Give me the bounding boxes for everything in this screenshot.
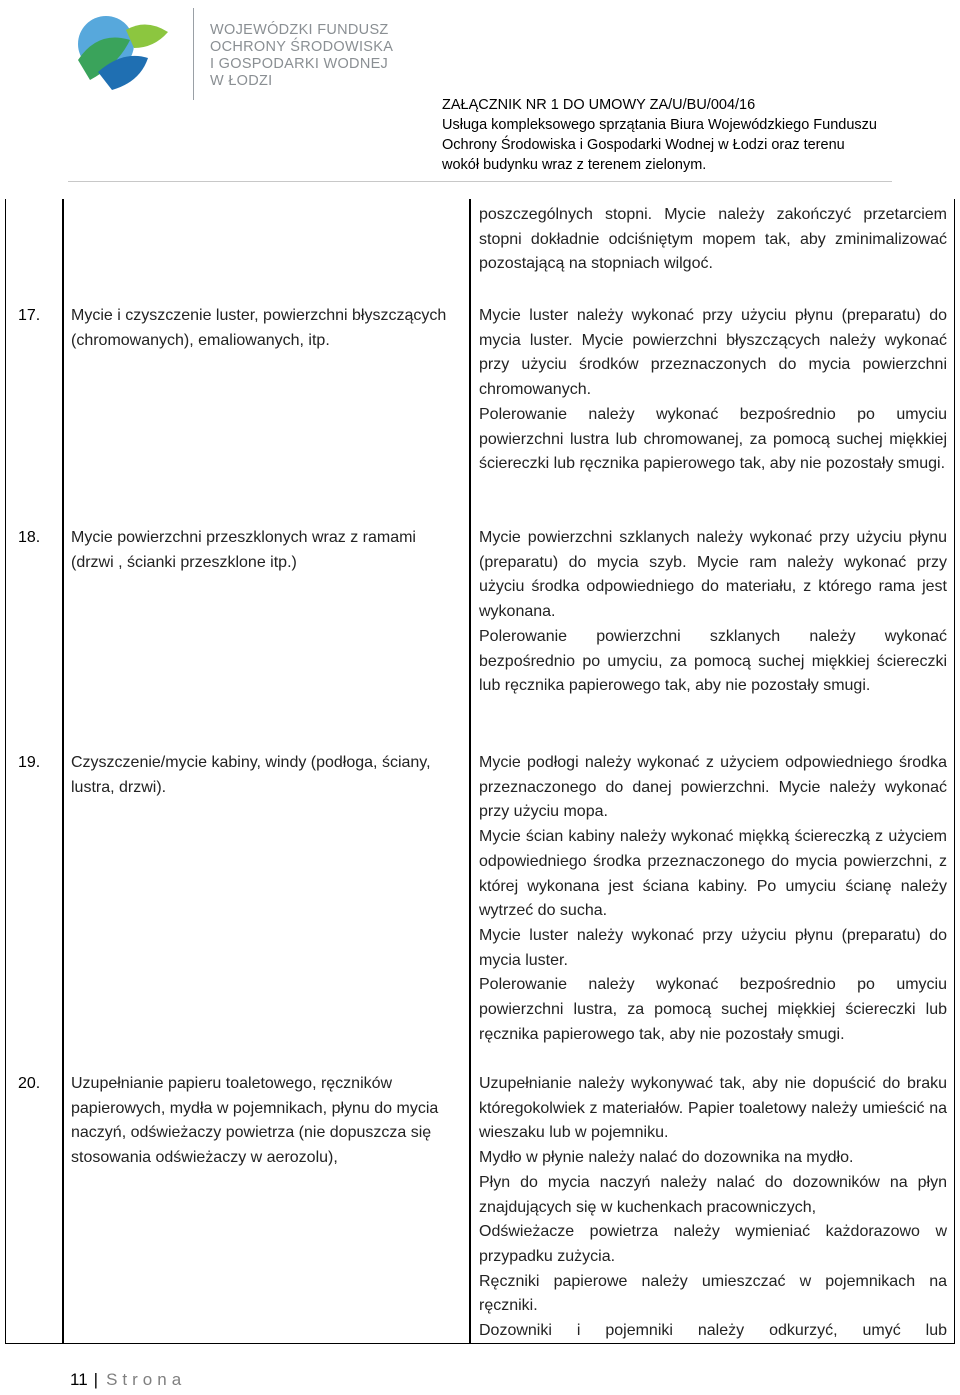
row-number: 18. bbox=[18, 529, 41, 546]
footer-separator: | bbox=[93, 1370, 99, 1389]
tasks-table bbox=[5, 199, 955, 1344]
task-name: Czyszczenie/mycie kabiny, windy (podłoga, ściany, lustra, drzwi). bbox=[71, 754, 431, 796]
doc-info-line: wokół budynku wraz z terenem zielonym. bbox=[442, 157, 707, 173]
org-name-line: OCHRONY ŚRODOWISKA bbox=[210, 39, 394, 55]
task-name: Mycie i czyszczenie luster, powierzchni błyszczących (chromowanych), emaliowanych, itp. bbox=[71, 307, 447, 349]
task-description bbox=[479, 751, 947, 1047]
description-paragraph: Płyn do mycia naczyń należy nalać do dozowników na płyn znajdujących się w kuchenkach pracowniczych, bbox=[479, 1173, 947, 1216]
description-paragraph: Mycie powierzchni szklanych należy wykonać przy użyciu płynu (preparatu) do mycia szyb. Mycie ram należy wykonać przy użyciu środka odpowiedniego do materiału, z którego rama jest wykonana. bbox=[479, 529, 947, 621]
fund-logo bbox=[68, 10, 183, 96]
description-paragraph: Mycie luster należy wykonać przy użyciu płynu (preparatu) do mycia luster. Mycie powierzchni błyszczących należy wykonać przy użyciu środków przeznaczonych do mycia powierzchni chromowanych. bbox=[479, 307, 947, 399]
header-rule bbox=[68, 181, 892, 182]
description-paragraph: Mycie podłogi należy wykonać z użyciem odpowiedniego środka przeznaczonego do danej powierzchni. Mycie należy wykonać przy użyciu mopa. bbox=[479, 754, 947, 821]
org-name-line: W ŁODZI bbox=[210, 73, 273, 89]
description-paragraph: Polerowanie należy wykonać bezpośrednio po umyciu powierzchni lustra, za pomocą suchej miękkiej ściereczki lub ręcznika papierowego tak, aby nie pozostały smugi. bbox=[479, 976, 947, 1043]
description-paragraph: Odświeżacze powietrza należy wymieniać każdorazowo w przypadku zużycia. bbox=[479, 1223, 947, 1265]
column-divider bbox=[469, 199, 471, 1343]
org-name-line: WOJEWÓDZKI FUNDUSZ bbox=[210, 22, 389, 38]
row-number: 20. bbox=[18, 1075, 41, 1092]
task-description bbox=[479, 203, 947, 277]
description-paragraph: Uzupełnianie należy wykonywać tak, aby nie dopuścić do braku któregokolwiek z materiałów. Papier toaletowy należy umieścić na wieszaku lub w pojemniku. bbox=[479, 1075, 947, 1142]
task-description bbox=[479, 304, 947, 477]
description-paragraph: Polerowanie należy wykonać bezpośrednio po umyciu powierzchni lustra lub chromowanej, za pomocą suchej miękkiej ściereczki lub ręcznika papierowego tak, aby nie pozostały smugi. bbox=[479, 405, 947, 473]
doc-info-line: ZAŁĄCZNIK NR 1 DO UMOWY ZA/U/BU/004/16 bbox=[442, 97, 756, 113]
description-paragraph: Mycie ścian kabiny należy wykonać miękką ściereczką z użyciem odpowiedniego środka przeznaczonego do mycia powierzchni, z której wykonana jest ściana kabiny. Po umyciu ścianę należy wytrzeć do sucha. bbox=[479, 828, 947, 920]
org-name-line: I GOSPODARKI WODNEJ bbox=[210, 56, 389, 72]
description-paragraph: poszczególnych stopni. Mycie należy zakończyć przetarciem stopni dokładnie odciśniętym mopem tak, aby zminimalizować pozostającą na stopniach wilgoć. bbox=[479, 206, 947, 273]
page-footer bbox=[70, 1370, 186, 1390]
description-paragraph: Dozowniki i pojemniki należy odkurzyć, umyć lub bbox=[479, 1322, 947, 1340]
page-label: Strona bbox=[106, 1370, 187, 1389]
task-description bbox=[479, 1072, 947, 1344]
row-number: 19. bbox=[18, 754, 41, 771]
description-paragraph: Polerowanie powierzchni szklanych należy wykonać bezpośrednio po umyciu, za pomocą suchej miękkiej ściereczki lub ręcznika papierowego tak, aby nie pozostały smugi. bbox=[479, 627, 947, 695]
description-paragraph: Ręczniki papierowe należy umieszczać w pojemnikach na ręczniki. bbox=[479, 1272, 947, 1315]
doc-info-line: Usługa kompleksowego sprzątania Biura Wojewódzkiego Funduszu bbox=[442, 117, 877, 133]
document-info bbox=[442, 95, 942, 175]
task-name: Mycie powierzchni przeszklonych wraz z ramami (drzwi , ścianki przeszklone itp.) bbox=[71, 529, 416, 571]
row-number: 17. bbox=[18, 307, 41, 324]
page-number: 11 bbox=[70, 1370, 88, 1389]
logo-divider bbox=[193, 8, 194, 100]
doc-info-line: Ochrony Środowiska i Gospodarki Wodnej w Łodzi oraz terenu bbox=[442, 137, 845, 153]
task-description bbox=[479, 526, 947, 699]
description-paragraph: Mydło w płynie należy nalać do dozownika na mydło. bbox=[479, 1149, 854, 1167]
org-name bbox=[210, 22, 450, 90]
description-paragraph: Mycie luster należy wykonać przy użyciu płynu (preparatu) do mycia luster. bbox=[479, 926, 947, 969]
task-name: Uzupełnianie papieru toaletowego, ręczników papierowych, mydła w pojemnikach, płynu do mycia naczyń, odświeżaczy powietrza (nie dopuszcza się stosowania odświeżaczy w aerozolu), bbox=[71, 1075, 439, 1167]
